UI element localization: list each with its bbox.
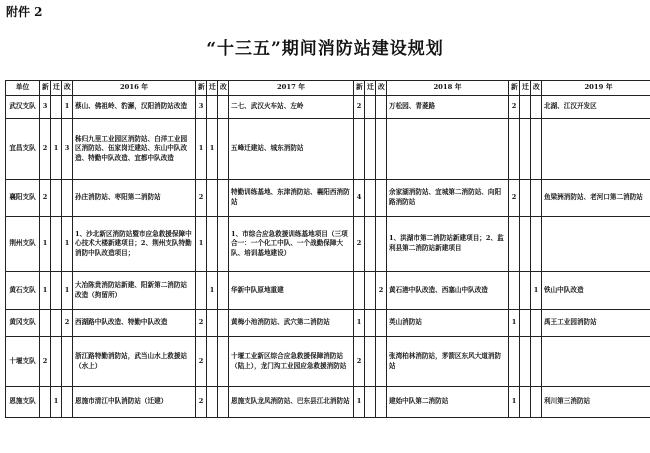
unit-cell: 黄冈支队 [6, 310, 40, 337]
y2017-new-count: 2 [196, 180, 207, 217]
y2016-new-count [40, 387, 51, 418]
y2017-new-count: 1 [196, 217, 207, 272]
y2019-new-count: 1 [509, 387, 520, 418]
header-renovate-2018: 改 [376, 81, 387, 96]
y2018-move-count [365, 119, 376, 180]
y2016-new-count: 2 [40, 180, 51, 217]
y2017-projects: 二七、武汉火车站、左岭 [229, 96, 354, 119]
attachment-label: 附件 2 [6, 5, 43, 19]
y2019-renovate-count [531, 217, 542, 272]
y2018-renovate-count: 2 [376, 272, 387, 310]
y2017-renovate-count [218, 119, 229, 180]
unit-cell: 黄石支队 [6, 272, 40, 310]
y2018-projects: 英山消防站 [387, 310, 509, 337]
header-renovate-2017: 改 [218, 81, 229, 96]
y2017-renovate-count [218, 310, 229, 337]
table-row [6, 180, 650, 217]
y2019-projects: 禹王工业园消防站 [542, 310, 650, 337]
y2018-new-count: 2 [354, 96, 365, 119]
table-row [6, 119, 650, 180]
y2019-renovate-count [531, 310, 542, 337]
y2018-move-count [365, 337, 376, 387]
y2018-projects: 黄石港中队改造、西塞山中队改造 [387, 272, 509, 310]
y2019-renovate-count [531, 180, 542, 217]
y2018-projects: 余家湖消防站、宜城第二消防站、向阳路消防站 [387, 180, 509, 217]
y2017-renovate-count [218, 217, 229, 272]
header-new-2017: 新 [196, 81, 207, 96]
y2017-move-count [207, 96, 218, 119]
y2016-renovate-count: 3 [62, 119, 73, 180]
y2016-renovate-count [62, 387, 73, 418]
y2016-renovate-count: 1 [62, 217, 73, 272]
y2016-new-count: 1 [40, 272, 51, 310]
y2018-renovate-count [376, 337, 387, 387]
header-new-2018: 新 [354, 81, 365, 96]
header-2018: 2018 年 [387, 81, 509, 96]
y2017-projects: 华新中队原地重建 [229, 272, 354, 310]
y2017-move-count [207, 310, 218, 337]
y2016-projects: 浙江路特勤消防站，武当山水上救援站（水上） [73, 337, 196, 387]
y2018-new-count: 1 [354, 387, 365, 418]
page-title: “十三五”期间消防站建设规划 [206, 39, 444, 59]
y2016-move-count [51, 180, 62, 217]
header-2017: 2017 年 [229, 81, 354, 96]
y2019-move-count [520, 180, 531, 217]
y2017-projects: 特勤训练基地、东津消防站、襄阳西消防站 [229, 180, 354, 217]
y2018-projects: 1、洪湖市第二消防站新建项目；2、监利县第二消防站新建项目 [387, 217, 509, 272]
y2018-move-count [365, 272, 376, 310]
y2017-move-count [207, 217, 218, 272]
y2019-move-count [520, 337, 531, 387]
y2018-projects: 张湾柏林消防站，茅箭区东风大道消防站 [387, 337, 509, 387]
y2019-move-count [520, 119, 531, 180]
y2018-renovate-count [376, 217, 387, 272]
y2016-move-count: 1 [51, 387, 62, 418]
y2019-projects: 铁山中队改造 [542, 272, 650, 310]
y2019-move-count [520, 217, 531, 272]
y2016-projects: 恩施市清江中队消防站（迁建） [73, 387, 196, 418]
y2018-renovate-count [376, 180, 387, 217]
table-row [6, 272, 650, 310]
header-row [6, 81, 650, 96]
y2016-projects: 西湖路中队改造、特勤中队改造 [73, 310, 196, 337]
y2017-projects: 十堰工业新区综合应急救援保障消防站（陆上），龙门沟工业园应急救援消防站 [229, 337, 354, 387]
y2017-new-count: 3 [196, 96, 207, 119]
y2018-projects: 建始中队第二消防站 [387, 387, 509, 418]
y2019-new-count [509, 217, 520, 272]
unit-cell: 宜昌支队 [6, 119, 40, 180]
y2017-renovate-count [218, 96, 229, 119]
unit-cell: 武汉支队 [6, 96, 40, 119]
y2018-new-count: 2 [354, 217, 365, 272]
y2017-move-count [207, 180, 218, 217]
header-new-2019: 新 [509, 81, 520, 96]
y2018-move-count [365, 96, 376, 119]
y2016-new-count [40, 310, 51, 337]
header-move-2017: 迁 [207, 81, 218, 96]
header-move-2016: 迁 [51, 81, 62, 96]
y2017-move-count [207, 387, 218, 418]
y2018-move-count [365, 180, 376, 217]
unit-cell: 荆州支队 [6, 217, 40, 272]
y2017-new-count: 2 [196, 310, 207, 337]
y2018-new-count: 4 [354, 180, 365, 217]
y2019-new-count: 1 [509, 310, 520, 337]
fire-station-plan-table [5, 80, 650, 418]
y2016-new-count: 1 [40, 217, 51, 272]
y2016-projects: 1、沙北新区消防站暨市应急救援保障中心技术大楼新建项目；2、荆州支队特勤消防中队改造项目； [73, 217, 196, 272]
y2016-projects: 秭归九里工业园区消防站、白洋工业园区消防站、伍家岗迁建站、东山中队改造、特勤中队改造、宜都中队改造 [73, 119, 196, 180]
y2018-new-count [354, 119, 365, 180]
y2017-new-count: 2 [196, 337, 207, 387]
y2016-renovate-count: 2 [62, 310, 73, 337]
y2016-move-count [51, 337, 62, 387]
y2016-projects: 蔡山、佛祖岭、豹澥，汉阳消防站改造 [73, 96, 196, 119]
table-row [6, 387, 650, 418]
y2016-new-count: 3 [40, 96, 51, 119]
table-body [6, 96, 650, 418]
y2018-new-count: 2 [354, 337, 365, 387]
y2018-renovate-count [376, 387, 387, 418]
y2016-projects: 孙庄消防站、枣阳第二消防站 [73, 180, 196, 217]
y2017-move-count: 1 [207, 119, 218, 180]
y2018-move-count [365, 387, 376, 418]
y2019-projects: 鱼梁洲消防站、老河口第二消防站 [542, 180, 650, 217]
y2019-move-count [520, 387, 531, 418]
y2019-renovate-count [531, 96, 542, 119]
table-row [6, 217, 650, 272]
y2019-new-count: 2 [509, 180, 520, 217]
unit-cell: 恩施支队 [6, 387, 40, 418]
y2019-new-count [509, 272, 520, 310]
y2019-renovate-count [531, 337, 542, 387]
y2018-move-count [365, 217, 376, 272]
header-2019: 2019 年 [542, 81, 650, 96]
y2016-move-count: 1 [51, 119, 62, 180]
y2018-new-count [354, 272, 365, 310]
y2018-new-count: 1 [354, 310, 365, 337]
y2016-renovate-count: 1 [62, 96, 73, 119]
y2016-renovate-count [62, 337, 73, 387]
unit-cell: 十堰支队 [6, 337, 40, 387]
y2017-projects: 五峰迁建站、城东消防站 [229, 119, 354, 180]
y2016-move-count [51, 272, 62, 310]
y2016-move-count [51, 310, 62, 337]
y2019-projects: 利川第三消防站 [542, 387, 650, 418]
y2019-new-count [509, 337, 520, 387]
y2017-renovate-count [218, 337, 229, 387]
y2019-move-count [520, 310, 531, 337]
y2019-move-count [520, 96, 531, 119]
y2016-renovate-count [62, 180, 73, 217]
y2018-renovate-count [376, 119, 387, 180]
unit-cell: 襄阳支队 [6, 180, 40, 217]
y2017-renovate-count [218, 387, 229, 418]
y2017-projects: 1、市综合应急救援训练基地项目（三项合一：一个化工中队、一个战勤保障大队、培训基地建设） [229, 217, 354, 272]
y2019-projects [542, 217, 650, 272]
y2019-projects [542, 119, 650, 180]
y2017-renovate-count [218, 180, 229, 217]
y2019-renovate-count [531, 387, 542, 418]
y2017-move-count: 1 [207, 272, 218, 310]
y2019-renovate-count [531, 119, 542, 180]
y2019-move-count [520, 272, 531, 310]
table-row [6, 96, 650, 119]
header-move-2019: 迁 [520, 81, 531, 96]
y2016-move-count [51, 96, 62, 119]
y2018-projects: 万松园、青菱路 [387, 96, 509, 119]
table-row [6, 337, 650, 387]
y2017-new-count [196, 272, 207, 310]
header-renovate-2016: 改 [62, 81, 73, 96]
y2019-renovate-count: 1 [531, 272, 542, 310]
y2019-new-count: 2 [509, 96, 520, 119]
y2019-new-count [509, 119, 520, 180]
y2018-move-count [365, 310, 376, 337]
y2019-projects: 北湖、江汉开发区 [542, 96, 650, 119]
header-2016: 2016 年 [73, 81, 196, 96]
y2016-renovate-count: 1 [62, 272, 73, 310]
y2017-projects: 黄梅小池消防站、武穴第二消防站 [229, 310, 354, 337]
y2016-new-count: 2 [40, 119, 51, 180]
y2017-projects: 恩施支队龙凤消防站、巴东县江北消防站 [229, 387, 354, 418]
y2019-projects [542, 337, 650, 387]
y2017-move-count [207, 337, 218, 387]
y2017-new-count: 2 [196, 387, 207, 418]
y2017-renovate-count [218, 272, 229, 310]
y2018-renovate-count [376, 96, 387, 119]
header-move-2018: 迁 [365, 81, 376, 96]
header-new-2016: 新 [40, 81, 51, 96]
y2018-projects [387, 119, 509, 180]
y2017-new-count: 1 [196, 119, 207, 180]
header-unit: 单位 [6, 81, 40, 96]
y2016-new-count: 2 [40, 337, 51, 387]
table-row [6, 310, 650, 337]
y2018-renovate-count [376, 310, 387, 337]
y2016-projects: 大冶陈贵消防站新建、阳新第二消防站改造（拘留所） [73, 272, 196, 310]
header-renovate-2019: 改 [531, 81, 542, 96]
y2016-move-count [51, 217, 62, 272]
